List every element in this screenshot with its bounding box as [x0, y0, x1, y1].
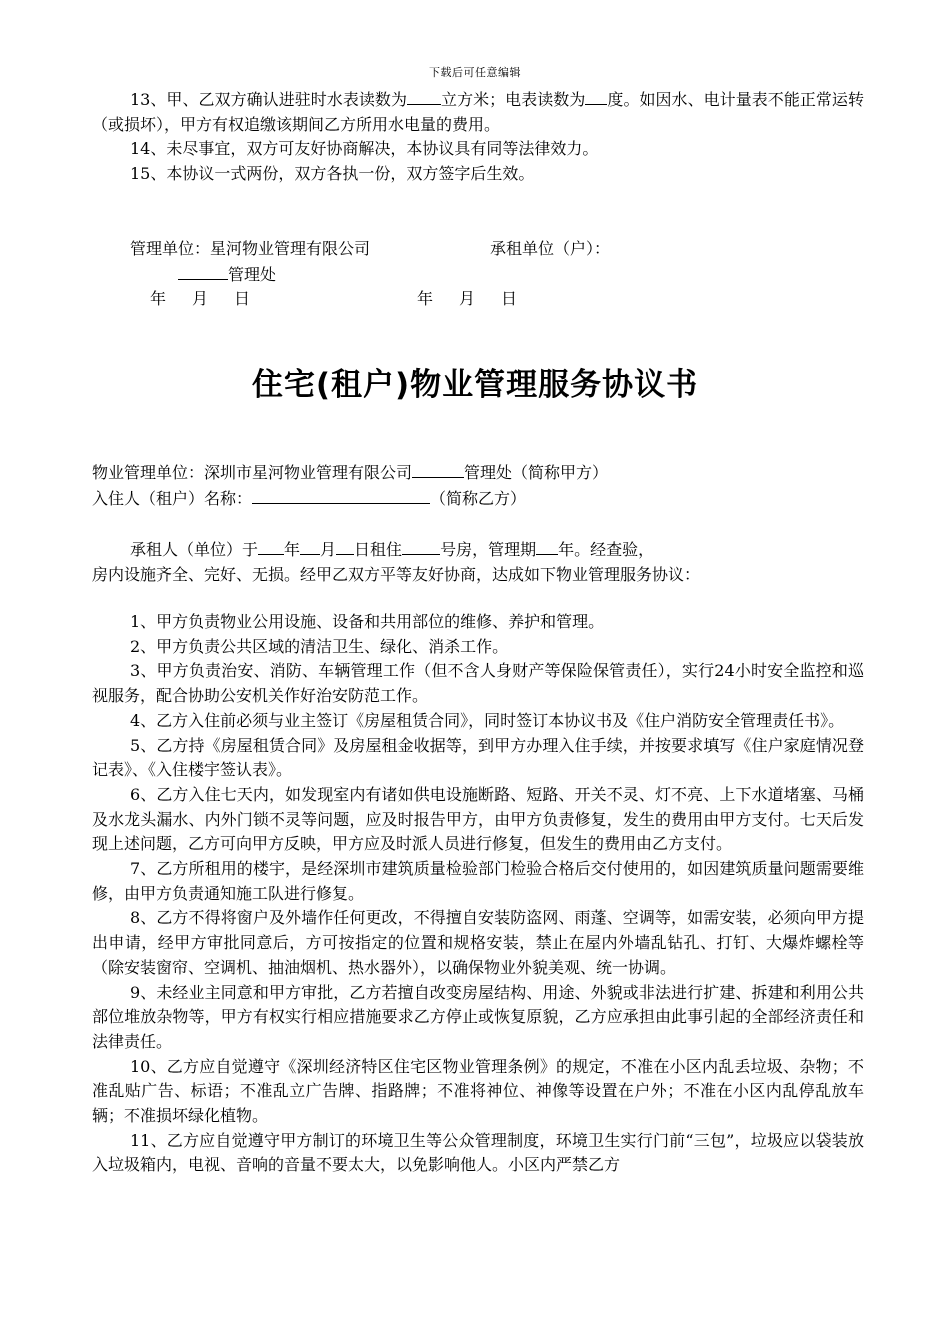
party-b-signature: 承租单位（户）：: [490, 239, 611, 258]
intro-part-b: 年: [284, 540, 301, 559]
clauses-block: [92, 610, 864, 1178]
party-b-label: 入住人（租户）名称：: [92, 488, 253, 508]
office-label: 管理处: [228, 265, 277, 284]
electric-reading-blank: [585, 87, 607, 105]
clause-10: 10、乙方应自觉遵守《深圳经济特区住宅区物业管理条例》的规定，不准在小区内乱丢垃圾、杂物；不准乱贴广告、标语；不准乱立广告牌、指路牌；不准将神位、神像等设置在户外；不准在小区内乱停乱放车辆；不准损坏绿化植物。: [92, 1056, 864, 1126]
party-a-signature: 管理单位：星河物业管理有限公司: [130, 239, 371, 258]
document-title: 住宅(租户)物业管理服务协议书: [251, 367, 699, 403]
intro-line: [92, 537, 864, 563]
year-label: 年: [150, 289, 167, 308]
month-label: 月: [459, 289, 476, 308]
clause-5: 5、乙方持《房屋租赁合同》及房屋租金收据等，到甲方办理入住手续，并按要求填写《住户家庭情况登记表》、《入住楼宇签认表》。: [92, 735, 864, 780]
day-label: 日: [501, 289, 518, 308]
clause-9: 9、未经业主同意和甲方审批，乙方若擅自改变房屋结构、用途、外貌或非法进行扩建、拆建和利用公共部位堆放杂物等，甲方有权实行相应措施要求乙方停止或恢复原貌，乙方应承担由此事引起的全部经济责任和法律责任。: [92, 982, 864, 1051]
party-a-date: [150, 287, 250, 311]
top-clauses: [92, 87, 864, 187]
day-blank: [336, 537, 354, 555]
clause-13-part-a: 13、甲、乙双方确认进驻时水表读数为: [130, 90, 407, 109]
room-blank: [402, 537, 440, 555]
clause-6: 6、乙方入住七天内，如发现室内有诸如供电设施断路、短路、开关不灵、灯不亮、上下水道堵塞、马桶及水龙头漏水、内外门锁不灵等问题，应及时报告甲方，由甲方负责修复，发生的费用由甲方支付。七天后发现上述问题，乙方可向甲方反映，甲方应及时派人员进行修复，但发生的费用由乙方支付。: [92, 784, 864, 854]
clause-3: 3、甲方负责治安、消防、车辆管理工作（但不含人身财产等保险保管责任），实行24小时安全监控和巡视服务，配合协助公安机关作好治安防范工作。: [92, 661, 864, 706]
intro-line-2: 房内设施齐全、完好、无损。经甲乙双方平等友好协商，达成如下物业管理服务协议：: [92, 564, 701, 584]
clause-8: 8、乙方不得将窗户及外墙作任何更改，不得擅自安装防盗网、雨蓬、空调等，如需安装，必须向甲方提出申请，经甲方审批同意后，方可按指定的位置和规格安装，禁止在屋内外墙乱钻孔、打钉、大爆炸螺栓等（除安装窗帘、空调机、抽油烟机、热水器外），以确保物业外貌美观、统一协调。: [92, 908, 864, 977]
clause-14: 14、未尽事宜，双方可友好协商解决，本协议具有同等法律效力。: [130, 139, 599, 159]
party-a-name: 物业管理单位：深圳市星河物业管理有限公司: [92, 463, 413, 482]
header-note: 下载后可任意编辑: [429, 66, 521, 79]
month-blank: [300, 537, 320, 555]
year-label: 年: [417, 289, 434, 308]
office-name-blank: [412, 460, 464, 478]
clause-13-part-c: 度。如因水、电计量表不能正常运转（或损坏），甲方有权追缴该期间乙方所用水电量的费用。: [92, 90, 864, 134]
party-a-line: [92, 460, 864, 486]
day-label: 日: [234, 289, 251, 308]
clause-13-part-b: 立方米；电表读数为: [441, 90, 586, 109]
party-a-suffix: 管理处（简称甲方）: [464, 463, 609, 482]
intro-part-d: 日租住: [354, 540, 403, 559]
party-b-date: [417, 287, 517, 311]
clause-4: 4、乙方入住前必须与业主签订《房屋租赁合同》，同时签订本协议书及《住户消防安全管理责任书》。: [130, 710, 845, 730]
month-label: 月: [192, 289, 209, 308]
clause-7: 7、乙方所租用的楼宇，是经深圳市建筑质量检验部门检验合格后交付使用的，如因建筑质量问题需要维修，由甲方负责通知施工队进行修复。: [92, 859, 864, 903]
intro-part-f: 年。经查验，: [558, 540, 655, 559]
intro-part-a: 承租人（单位）于: [130, 540, 259, 559]
parties-block: [92, 460, 864, 511]
tenant-name-blank: [252, 486, 430, 504]
term-blank: [536, 537, 558, 555]
clause-15: 15、本协议一式两份，双方各执一份，双方签字后生效。: [130, 164, 535, 184]
year-blank: [258, 537, 284, 555]
clause-1: 1、甲方负责物业公用设施、设备和共用部位的维修、养护和管理。: [130, 612, 605, 631]
office-line: [178, 262, 276, 287]
party-b-suffix: （简称乙方）: [430, 488, 527, 508]
water-reading-blank: [407, 87, 441, 105]
office-blank: [178, 262, 228, 280]
clause-11: 11、乙方应自觉遵守甲方制订的环境卫生等公众管理制度，环境卫生实行门前“三包”，垃圾应以袋装放入垃圾箱内，电视、音响的音量不要太大，以免影响他人。小区内严禁乙方: [92, 1130, 864, 1175]
party-b-line: [92, 486, 864, 512]
intro-block: [92, 537, 864, 587]
clause-2: 2、甲方负责公共区域的清洁卫生、绿化、消杀工作。: [130, 636, 509, 656]
intro-part-e: 号房，管理期: [440, 540, 537, 559]
intro-part-c: 月: [320, 540, 337, 559]
clause-13: [92, 87, 864, 137]
